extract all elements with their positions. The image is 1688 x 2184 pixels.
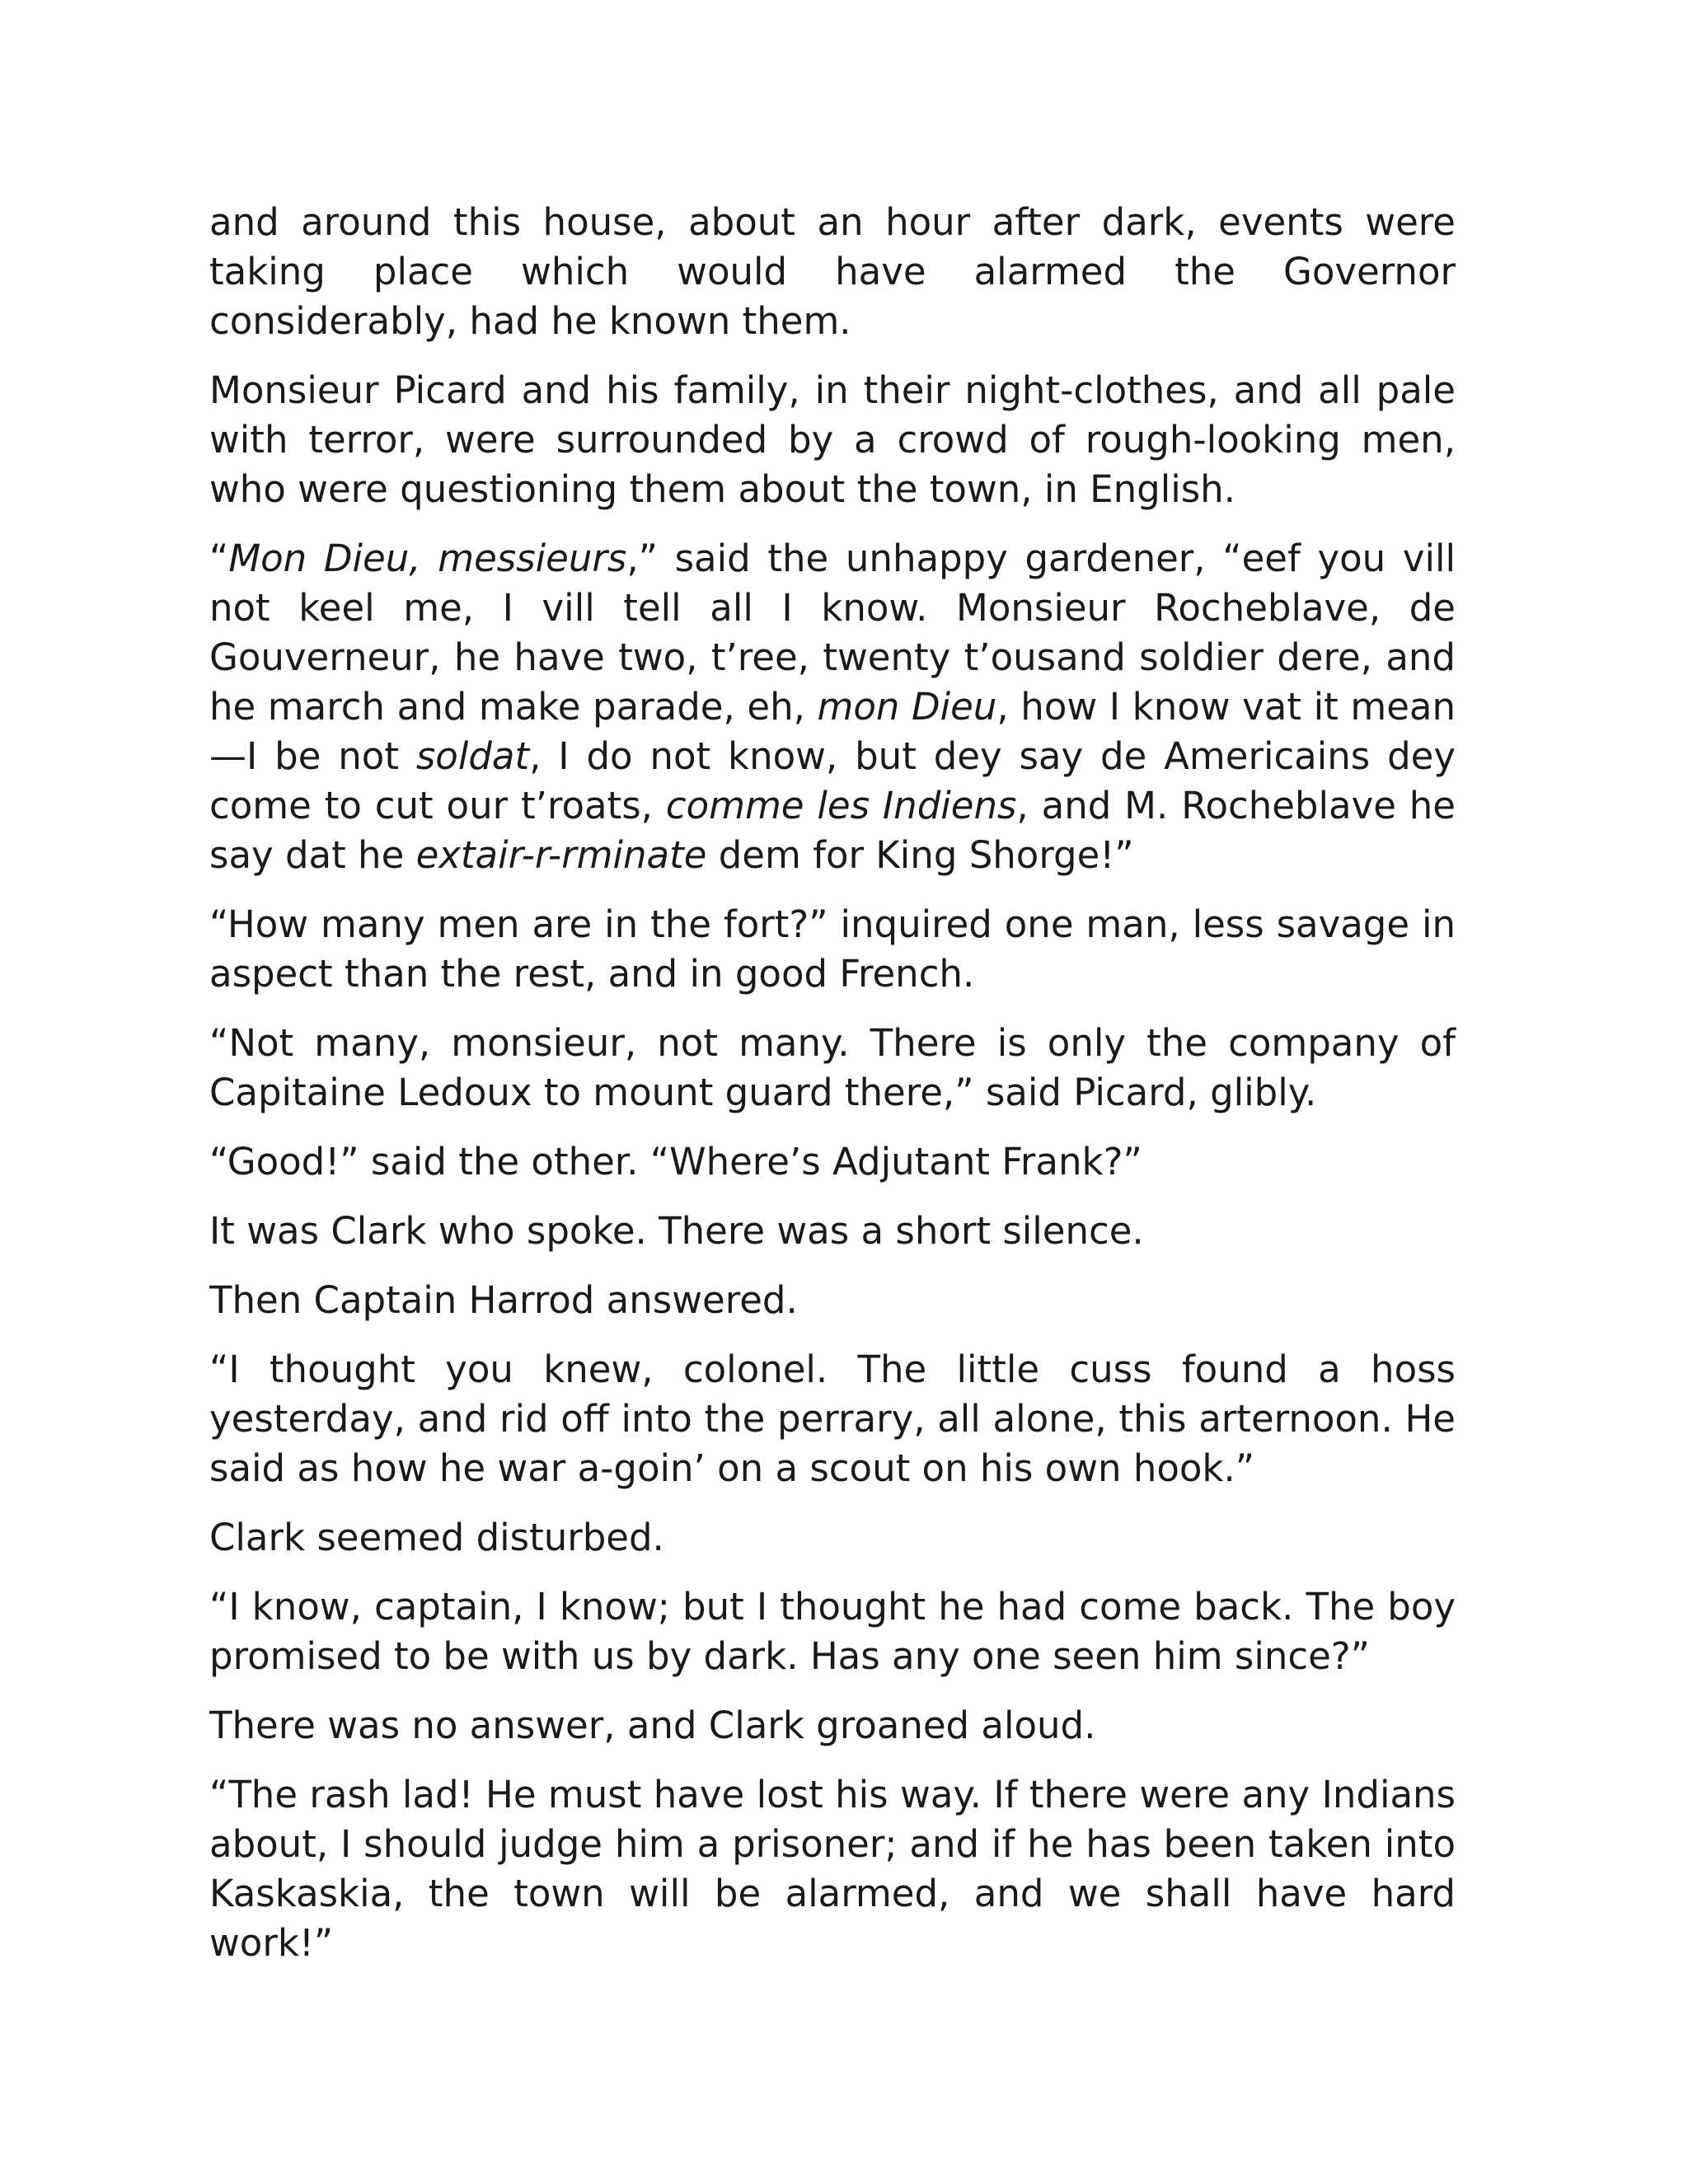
paragraph <box>209 1019 1456 1118</box>
text-run: “Not many, monsieur, not many. There is only the company of Capitaine Ledoux to mount guard there,” said Picard, glibly. <box>209 1021 1456 1114</box>
italic-text-run: extair-r-rminate <box>415 833 707 877</box>
paragraph <box>209 1701 1456 1750</box>
text-run: “How many men are in the fort?” inquired one man, less savage in aspect than the rest, and in good French. <box>209 902 1456 996</box>
text-run: Then Captain Harrod answered. <box>209 1278 798 1322</box>
paragraph <box>209 366 1456 514</box>
paragraph <box>209 1582 1456 1681</box>
text-run: and around this house, about an hour after dark, events were taking place which would have alarmed the Governor considerably, had he known them. <box>209 200 1456 343</box>
text-run: “Good!” said the other. “Where’s Adjutant Frank?” <box>209 1140 1142 1183</box>
paragraph <box>209 1513 1456 1563</box>
paragraph <box>209 1345 1456 1493</box>
text-run: It was Clark who spoke. There was a short silence. <box>209 1209 1144 1253</box>
text-run: , and M. Rocheblave he say dat he <box>209 784 1456 877</box>
paragraph <box>209 1137 1456 1187</box>
paragraph <box>209 534 1456 880</box>
italic-text-run: Mon Dieu, messieurs <box>228 537 627 580</box>
paragraph <box>209 900 1456 999</box>
text-run: “ <box>209 537 229 580</box>
paragraph <box>209 1207 1456 1256</box>
italic-text-run: comme les Indiens <box>665 784 1017 827</box>
paragraph <box>209 198 1456 346</box>
text-run: , how I know vat it mean—I be not <box>209 685 1456 778</box>
text-run: Monsieur Picard and his family, in their night-clothes, and all pale with terror, were surrounded by a crowd of rough-looking men, who were questioning them about the town, in English. <box>209 368 1456 511</box>
italic-text-run: mon Dieu <box>817 685 997 729</box>
paragraph <box>209 1276 1456 1325</box>
text-run: “The rash lad! He must have lost his way. If there were any Indians about, I should judge him a prisoner; and if he has been taken into Kaskaskia, the town will be alarmed, and we shall have hard work!” <box>209 1773 1456 1965</box>
text-run: ,” said the unhappy gardener, “eef you vill not keel me, I vill tell all I know. Monsieur Rocheblave, de Gouverneur, he have two, t’ree, twenty t’ousand soldier dere, and he march and make parade, eh, <box>209 537 1456 729</box>
italic-text-run: soldat <box>415 734 530 778</box>
text-run: “I know, captain, I know; but I thought he had come back. The boy promised to be with us by dark. Has any one seen him since?” <box>209 1585 1456 1678</box>
text-run: dem for King Shorge!” <box>706 833 1134 877</box>
text-run: “I thought you knew, colonel. The little cuss found a hoss yesterday, and rid off into the perrary, all alone, this arternoon. He said as how he war a-goin’ on a scout on his own hook.” <box>209 1347 1456 1490</box>
text-run: Clark seemed disturbed. <box>209 1516 664 1559</box>
page-body <box>209 198 1456 1988</box>
text-run: There was no answer, and Clark groaned aloud. <box>209 1704 1096 1747</box>
paragraph <box>209 1770 1456 1968</box>
text-run: , I do not know, but dey say de Americains dey come to cut our t’roats, <box>209 734 1456 827</box>
